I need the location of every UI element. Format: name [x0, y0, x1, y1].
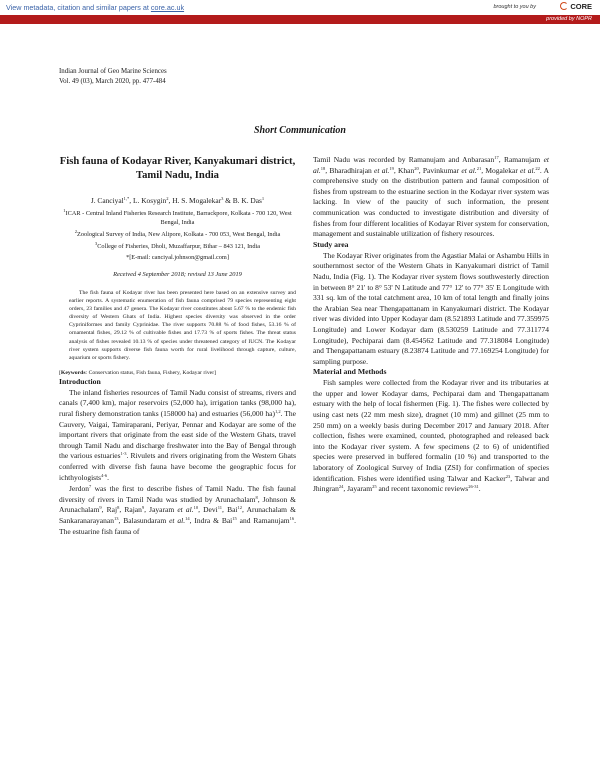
core-banner — [0, 0, 600, 26]
core-domain-link[interactable]: core.ac.uk — [150, 3, 185, 12]
affiliation-1-text: ICAR - Central Inland Fisheries Research Institute, Barrackpore, Kolkata - 700 120, West Bengal, India — [65, 210, 292, 226]
affiliation-3-text: College of Fisheries, Dholi, Muzaffarpur, Bihar – 843 121, India — [97, 243, 261, 250]
received-date: Received 4 September 2018; revised 13 June 2019 — [113, 271, 242, 278]
affiliation-3: $^3$College of Fisheries, Dholi, Muzaffarpur, Bihar – 843 121, India — [94, 241, 261, 250]
section-type: Short Communication — [254, 125, 346, 136]
corresponding-email[interactable]: *[E-mail: canciyal.johnson@gmail.com] — [126, 254, 229, 261]
journal-header — [59, 67, 167, 87]
introduction-paragraph-1: The inland fisheries resources of Tamil Nadu consist of streams, rivers and canals (7,400 km), major reservoirs (52,000 ha), irrigation tanks (98,000 ha), rural fishery demonstration tanks (158000 ha) and estuaries (56,000 ha)$^{1,2}$. The Cauvery, Vaigai, Tamiraparani, Periyar, Pennar and Kodayar are some of the important rivers that originate from the east side of the Western Ghats, travel through Tamil Nadu and discharge freshwater into the Bay of Bengal through the various estuaries$^{1-3}$. Rivulets and rivers originating from the Western Ghats conferred with diverse fish fauna have become the geographic focus for ichthyologists$^{4-6}$. — [59, 387, 296, 482]
provider-strip — [0, 15, 600, 24]
study-area-paragraph: The Kodayar River originates from the Agastiar Malai or Ashambu Hills in southernmost sector of the Western Ghats in Kanyakumari district of Tamil Nadu, India (Fig. 1). The Kodayar river system flows southwesterly direction in between 8° 21' to 8° 53' N Latitude and 77° 12' to 77° 35' E Longitude with 331 sq. km of the total catchment area, 10 km of total length and finally joins the Arabian Sea near Thengapattanam in Kanyakumari district. The Kodayar river was divided into Upper Kodayar dam (8.521893 Latitude and 77.359975 Longitude) and Lower Kodayar dam (8.530259 Latitude and 77.311774 Longitude), Pechiparai dam (8.454562 Latitude and 77.318084 Longitude) and Thengapattanam estuary (8.23874 Latitude and 77.169254 Longitude) for sampling purpose. — [313, 250, 549, 366]
keywords-label: Keywords — [60, 369, 86, 376]
right-column — [313, 155, 549, 495]
brought-by-text: brought to you by — [493, 4, 536, 10]
metadata-link[interactable] — [6, 3, 184, 12]
journal-name: Indian Journal of Geo Marine Sciences — [59, 68, 167, 75]
metadata-link-text: View metadata, citation and similar papers at — [6, 3, 149, 12]
paper-title: Fish fauna of Kodayar River, Kanyakumari district, Tamil Nadu, India — [59, 156, 296, 181]
keywords: [Keywords: Conservation status, Fish fauna, Fishery, Kodayar river] — [59, 369, 217, 376]
abstract: The fish fauna of Kodayar river has been presented here based on an extensive survey and earlier reports. A systematic enumeration of fish fauna comprised 79 species representing eight orders, 23 families and 47 genera. The Kodayar river constitutes about 5.67 % to the endemic fish diversity of Western Ghats of India. Highest species diversity was observed in the order Cypriniformes and family Cyprinidae. The river supports 70.88 % of food fishes, 53.16 % of ornamental fishes, 29.12 % of cultivable fishes and 17.73 % of sports fishes. The threat status analysis of fishes revealed 10.13 % of species under threatened category of IUCN. The Kodayar river system supports diverse fish fauna worth for rural livelihood through capture, culture, aquarium or sports fishery. — [69, 290, 296, 361]
core-logo-icon — [560, 2, 568, 10]
methods-heading: Material and Methods — [313, 367, 387, 377]
introduction-paragraph-2: Jerdon$^7$ was the first to describe fishes of Tamil Nadu. The fish faunal diversity of rivers in Tamil Nadu was studied by Arunachalam$^8$, Johnson & Arunachalam$^9$, Raj$^8$, Rajan$^9$, Jayaram et al.$^{10}$, Devi$^{11}$, Bai$^{12}$, Arunachalam & Sankaranarayanan$^{13}$, Balasundaram et al.$^{14}$, Indra & Bai$^{15}$ and Ramanujam$^{16}$. The estuarine fish fauna of — [59, 484, 296, 536]
affiliation-2: $^2$Zoological Survey of India, New Alipore, Kolkata - 700 053, West Bengal, India — [74, 229, 281, 238]
provided-by-text: provided by NOPR — [546, 16, 592, 22]
keywords-text: Conservation status, Fish fauna, Fishery, Kodayar river — [88, 369, 215, 376]
study-area-heading: Study area — [313, 239, 349, 249]
journal-issue: Vol. 49 (03), March 2020, pp. 477-484 — [59, 78, 166, 85]
introduction-paragraph-2-continued: Tamil Nadu was recorded by Ramanujam and Anbarasan$^{17}$, Ramanujam et al.$^{18}$, Bharadhirajan et al.$^{19}$, Khan$^{20}$, Pavinkumar et al.$^{21}$, Mogalekar et al.$^{22}$. A comprehensive study on the distribution pattern and faunal composition of fishes from upstream to the estuarine section in the Kodayar river system was lacking. In view of the paucity of such information, the present communication was conducted to investigate distribution and diversity of fishes from four different localities of Kodayar River system for conservation, management and sustainable utilization of fishery resources. — [313, 155, 550, 239]
core-logo-label: CORE — [570, 2, 592, 11]
left-column — [59, 155, 296, 537]
affiliation-2-text: Zoological Survey of India, New Alipore, Kolkata - 700 053, West Bengal, India — [76, 231, 281, 238]
introduction-heading: Introduction — [59, 376, 101, 386]
affiliation-1: $^1$ICAR - Central Inland Fisheries Research Institute, Barrackpore, Kolkata - 700 120, West Bengal, India — [63, 208, 292, 226]
author-list: J. Canciyal$^{1,*}$, L. Kosygin$^2$, H. S. Mogalekar$^3$ & B. K. Das$^1$ — [90, 196, 265, 205]
methods-paragraph: Fish samples were collected from the Kodayar river and its tributaries at the upper and lower Kodayar dams, Pechiparai dam and Thengapattanam estuary with the help of local fishermen (Fig. 1). The fishes were collected by using cast nets (22 mm mesh size), dragnet (10 mm) and gillnet (25 mm to 250 mm) on a weekly basis during December 2017 and January 2018. After collection, fishes were examined, counted, photographed and released back into the Kodayar river system. A few specimens (2 to 6) of unidentified species were preserved in buffered formalin (10 %) and transported to the laboratory of Zoological Survey of India (ZSI) for confirmation of species identification. Fishes were identified using Talwar and Kacker$^{23}$, Talwar and Jhingran$^{24}$, Jayaram$^{25}$ and recent taxonomic reviews$^{26-31}$. — [313, 378, 550, 494]
core-logo[interactable] — [560, 2, 592, 11]
